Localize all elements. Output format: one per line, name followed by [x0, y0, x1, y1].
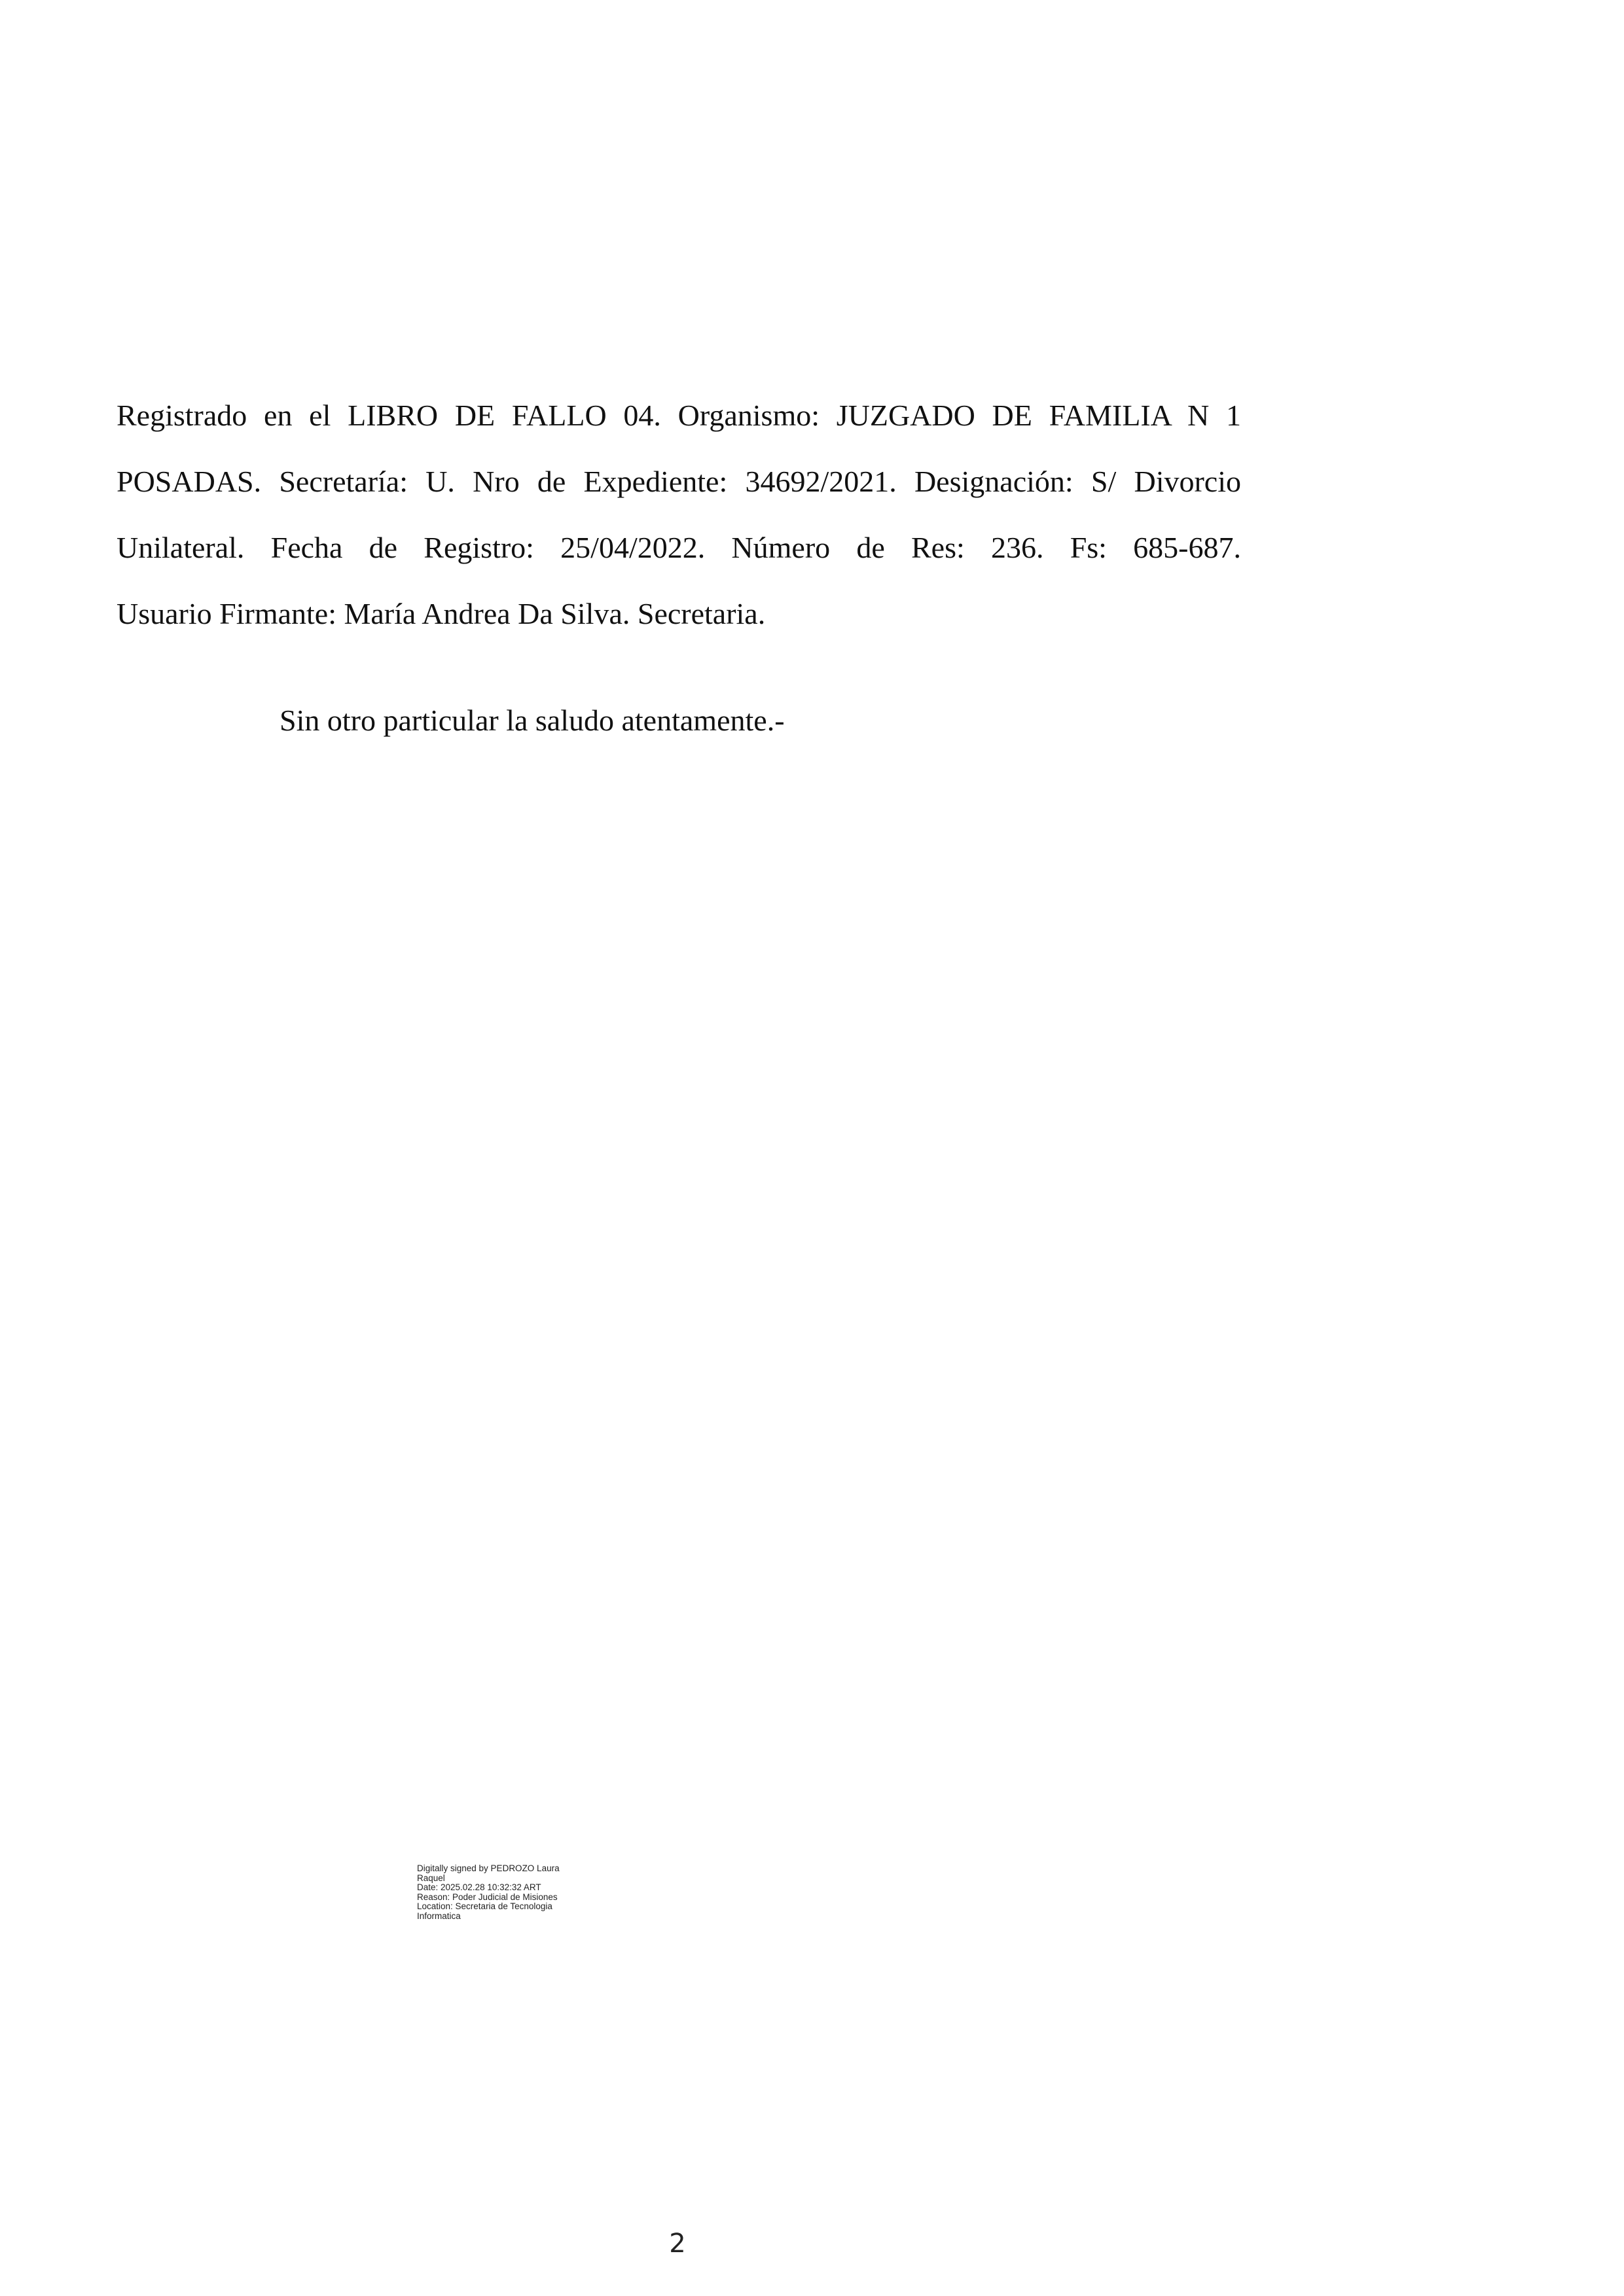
paragraph-line-4: Usuario Firmante: María Andrea Da Silva. Secretaria.: [117, 597, 766, 630]
signature-line-1: Digitally signed by PEDROZO Laura: [417, 1863, 560, 1873]
digital-signature-stamp: [417, 1864, 626, 1921]
page-number: 2: [669, 2229, 686, 2259]
signature-line-3: Date: 2025.02.28 10:32:32 ART: [417, 1882, 541, 1892]
signature-line-2: Raquel: [417, 1873, 445, 1883]
signature-line-5: Location: Secretaria de Tecnologia: [417, 1901, 552, 1911]
signature-line-4: Reason: Poder Judicial de Misiones: [417, 1892, 558, 1902]
signature-line-6: Informatica: [417, 1910, 461, 1921]
closing-salutation: Sin otro particular la saludo atentamente.-: [280, 704, 785, 737]
paragraph-line-1: Registrado en el LIBRO DE FALLO 04. Organismo: JUZGADO DE FAMILIA N 1: [117, 399, 1241, 432]
paragraph-line-3: Unilateral. Fecha de Registro: 25/04/2022. Número de Res: 236. Fs: 685-687.: [117, 531, 1241, 564]
paragraph-line-2: POSADAS. Secretaría: U. Nro de Expediente: 34692/2021. Designación: S/ Divorcio: [117, 465, 1241, 498]
registration-paragraph: [117, 399, 1242, 664]
